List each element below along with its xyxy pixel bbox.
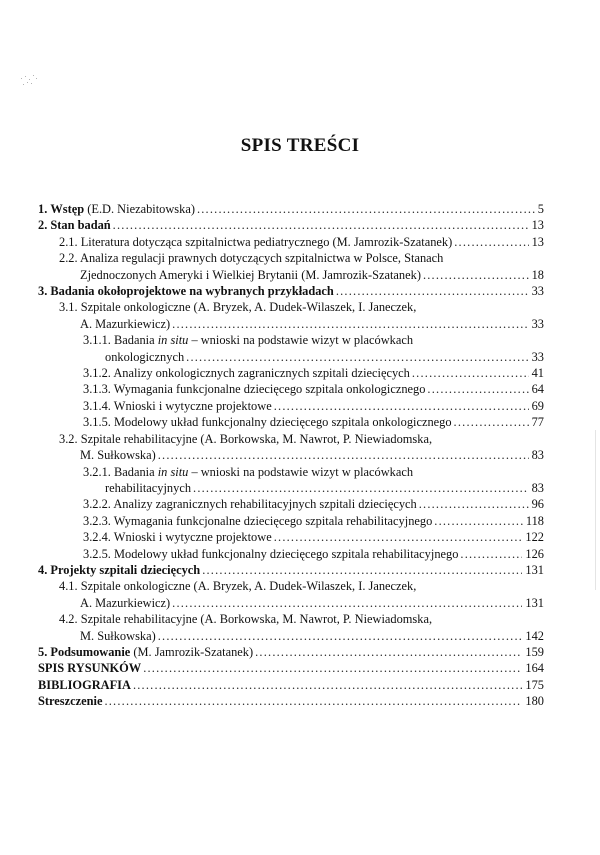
leader-dots — [336, 283, 529, 299]
toc-entry-3-2-5[interactable] — [83, 546, 544, 562]
toc-entry-bibliography[interactable] — [38, 677, 544, 693]
toc-entry-title-cont: A. Mazurkiewicz) — [80, 316, 171, 331]
toc-entry-list-of-figures[interactable] — [38, 660, 544, 676]
toc-entry-page: 164 — [525, 661, 544, 676]
leader-dots — [412, 365, 529, 381]
toc-entry-number: 3. — [38, 284, 48, 299]
toc-entry-title: Wymagania funkcjonalne dziecięcego szpitala rehabilitacyjnego — [113, 513, 433, 528]
leader-dots — [193, 480, 529, 496]
toc-entry-number: 3.1.4. — [83, 398, 111, 413]
toc-entry-title: Szpitale onkologiczne (A. Bryzek, A. Dudek-Wilaszek, I. Janeczek, — [80, 300, 417, 315]
leader-dots — [143, 660, 522, 676]
toc-entry-author: (E.D. Niezabitowska) — [87, 202, 195, 216]
table-of-contents — [38, 201, 544, 710]
toc-entry-3-1-4[interactable] — [83, 398, 544, 414]
toc-entry-2-2[interactable] — [59, 250, 544, 283]
leader-dots — [454, 234, 528, 250]
toc-entry-page: 175 — [525, 677, 544, 692]
toc-entry-3-2-2[interactable] — [83, 496, 544, 512]
toc-entry-3-1-2[interactable] — [83, 365, 544, 381]
toc-entry-page: 33 — [531, 316, 544, 331]
leader-dots — [434, 513, 523, 529]
toc-entry-title: Wnioski i wytyczne projektowe — [113, 530, 272, 545]
toc-entry-5[interactable] — [38, 644, 544, 660]
leader-dots — [454, 414, 529, 430]
toc-entry-page: 13 — [531, 234, 544, 249]
leader-dots — [202, 562, 522, 578]
toc-entry-title: Analizy zagranicznych rehabilitacyjnych szpitali dziecięcych — [113, 497, 417, 512]
toc-entry-title: Wymagania funkcjonalne dziecięcego szpitala onkologicznego — [113, 382, 426, 397]
toc-entry-page: 41 — [531, 366, 544, 381]
toc-entry-page: 131 — [525, 595, 544, 610]
leader-dots — [113, 217, 529, 233]
toc-entry-number: 3.1.2. — [83, 366, 111, 381]
leader-dots — [427, 381, 528, 397]
toc-entry-title: Szpitale rehabilitacyjne (A. Borkowska, M. Nawrot, P. Niewiadomska, — [80, 431, 433, 446]
leader-dots — [419, 496, 529, 512]
leader-dots — [274, 398, 529, 414]
toc-entry-title: Wnioski i wytyczne projektowe — [113, 398, 272, 413]
toc-entry-3-2-4[interactable] — [83, 529, 544, 545]
toc-entry-page: 142 — [525, 628, 544, 643]
toc-entry-page: 83 — [531, 448, 544, 463]
leader-dots — [104, 693, 522, 709]
toc-entry-number: 3.1.3. — [83, 382, 111, 397]
leader-dots — [197, 201, 535, 217]
toc-entry-title: Streszczenie — [38, 694, 103, 709]
toc-entry-page: 64 — [531, 382, 544, 397]
toc-entry-page: 159 — [525, 644, 544, 659]
leader-dots — [158, 447, 529, 463]
toc-entry-title: BIBLIOGRAFIA — [38, 677, 131, 692]
toc-entry-4-2[interactable] — [59, 611, 544, 644]
toc-entry-3-1-5[interactable] — [83, 414, 544, 430]
leader-dots — [186, 349, 528, 365]
toc-entry-title: Analizy onkologicznych zagranicznych szpitali dziecięcych — [113, 366, 410, 381]
toc-entry-number: 4.2. — [59, 612, 78, 627]
toc-entry-number: 4.1. — [59, 579, 78, 594]
toc-entry-4[interactable] — [38, 562, 544, 578]
toc-entry-title: Badania in situ – wnioski na podstawie wizyt w placówkach — [114, 464, 414, 479]
toc-entry-number: 4. — [38, 562, 48, 577]
leader-dots — [423, 267, 529, 283]
toc-entry-title: Stan badań — [50, 218, 111, 233]
toc-entry-page: 96 — [531, 497, 544, 512]
toc-entry-number: 3.2.3. — [83, 513, 111, 528]
leader-dots — [255, 644, 522, 660]
toc-entry-title: Wstęp — [50, 202, 85, 216]
toc-entry-author: (M. Jamrozik-Szatanek) — [133, 644, 254, 659]
toc-entry-3-2-1[interactable] — [83, 464, 544, 497]
leader-dots — [274, 529, 523, 545]
toc-entry-page: 126 — [525, 546, 544, 561]
toc-entry-title: SPIS RYSUNKÓW — [38, 661, 142, 676]
toc-entry-2[interactable] — [38, 217, 544, 233]
leader-dots — [172, 316, 528, 332]
toc-entry-page: 83 — [531, 480, 544, 495]
toc-entry-page: 33 — [531, 349, 544, 364]
toc-entry-3-1-1[interactable] — [83, 332, 544, 365]
toc-entry-number: 3.2.5. — [83, 546, 111, 561]
toc-entry-4-1[interactable] — [59, 578, 544, 611]
toc-entry-title: Szpitale onkologiczne (A. Bryzek, A. Dudek-Wilaszek, I. Janeczek, — [80, 579, 417, 594]
toc-entry-title: Modelowy układ funkcjonalny dziecięcego szpitala rehabilitacyjnego — [114, 546, 459, 561]
scan-edge-shadow — [595, 430, 596, 590]
toc-entry-title: Badania okołoprojektowe na wybranych przykładach — [50, 284, 334, 299]
toc-entry-page: 77 — [531, 415, 544, 430]
toc-entry-title-cont: A. Mazurkiewicz) — [80, 595, 171, 610]
toc-entry-3[interactable] — [38, 283, 544, 299]
toc-entry-summary[interactable] — [38, 693, 544, 709]
leader-dots — [460, 546, 522, 562]
toc-entry-title-cont: rehabilitacyjnych — [105, 480, 192, 495]
toc-entry-title-cont: onkologicznych — [105, 349, 185, 364]
toc-entry-2-1[interactable] — [59, 234, 544, 250]
toc-entry-title: Badania in situ – wnioski na podstawie wizyt w placówkach — [114, 333, 414, 348]
toc-entry-title: Projekty szpitali dziecięcych — [50, 562, 201, 577]
toc-entry-page: 18 — [531, 267, 544, 282]
toc-entry-number: 2.2. — [59, 251, 78, 266]
toc-entry-number: 3.1.1. — [83, 333, 111, 348]
toc-entry-3-2[interactable] — [59, 431, 544, 464]
toc-entry-number: 2. — [38, 218, 48, 233]
toc-entry-number: 3.1. — [59, 300, 78, 315]
toc-entry-title: Szpitale rehabilitacyjne (A. Borkowska, M. Nawrot, P. Niewiadomska, — [80, 612, 433, 627]
toc-entry-1[interactable] — [38, 201, 544, 217]
toc-entry-title: Literatura dotycząca szpitalnictwa pediatrycznego (M. Jamrozik-Szatanek) — [80, 234, 453, 249]
leader-dots — [133, 677, 522, 693]
toc-entry-title: Analiza regulacji prawnych dotyczących szpitalnictwa w Polsce, Stanach — [80, 251, 444, 266]
toc-entry-title: Podsumowanie — [50, 644, 131, 659]
toc-entry-page: 69 — [531, 398, 544, 413]
leader-dots — [172, 595, 522, 611]
leader-dots — [158, 628, 523, 644]
toc-entry-number: 3.2. — [59, 431, 78, 446]
page-title: SPIS TREŚCI — [240, 135, 360, 156]
toc-entry-page: 180 — [525, 694, 544, 709]
toc-entry-number: 3.1.5. — [83, 415, 111, 430]
toc-entry-page: 131 — [525, 562, 544, 577]
toc-entry-number: 2.1. — [59, 234, 78, 249]
toc-entry-page: 118 — [525, 513, 544, 528]
toc-entry-title-cont: Zjednoczonych Ameryki i Wielkiej Brytanii (M. Jamrozik-Szatanek) — [80, 267, 421, 282]
toc-entry-title-cont: M. Sułkowska) — [80, 448, 156, 463]
toc-entry-page: 13 — [531, 218, 544, 233]
toc-entry-title-cont: M. Sułkowska) — [80, 628, 156, 643]
toc-entry-page: 33 — [531, 284, 544, 299]
toc-entry-number: 3.2.4. — [83, 530, 111, 545]
toc-entry-3-1[interactable] — [59, 299, 544, 332]
toc-entry-3-2-3[interactable] — [83, 513, 544, 529]
toc-entry-number: 5. — [38, 644, 48, 659]
toc-entry-number: 3.2.2. — [83, 497, 111, 512]
toc-entry-page: 122 — [525, 530, 544, 545]
toc-entry-number: 3.2.1. — [83, 464, 111, 479]
toc-entry-3-1-3[interactable] — [83, 381, 544, 397]
toc-entry-number: 1. — [38, 202, 48, 216]
scan-speck — [18, 70, 40, 90]
toc-entry-title: Modelowy układ funkcjonalny dziecięcego szpitala onkologicznego — [114, 415, 452, 430]
toc-entry-page: 5 — [537, 202, 544, 216]
